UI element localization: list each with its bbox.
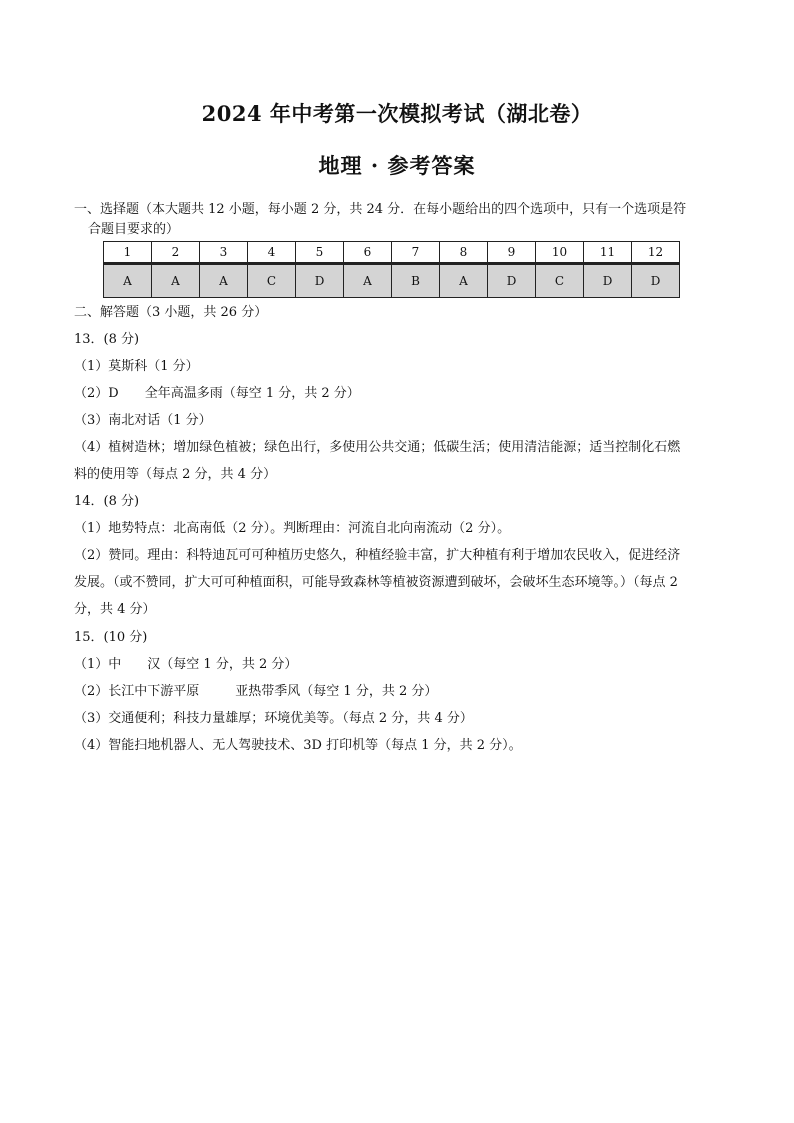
q13-answer-2-climate: 全年高温多雨（每空 1 分，共 2 分）: [144, 386, 360, 401]
q15-answer-2: [74, 683, 437, 700]
answer-cell: A: [152, 264, 200, 298]
q15-answer-4: （4）智能扫地机器人、无人驾驶技术、3D 打印机等（每点 1 分，共 2 分）。: [74, 738, 522, 753]
q15-header: 15．(10 分): [74, 630, 148, 645]
q15-answer-2-plain: （2）长江中下游平原: [74, 684, 200, 699]
question-number: 7: [392, 242, 440, 264]
question-number-row: [104, 242, 680, 264]
q13-answer-3: （3）南北对话（1 分）: [74, 413, 212, 428]
section1-heading: 一、选择题（本大题共 12 小题，每小题 2 分，共 24 分．在每小题给出的四个选项中，只有一个选项是符: [74, 202, 687, 217]
q14-answer-1: （1）地势特点：北高南低（2 分）。判断理由：河流自北向南流动（2 分）。: [74, 521, 511, 536]
q13-answer-2-choice: （2）D: [74, 386, 119, 401]
answer-cell: C: [536, 264, 584, 298]
answer-cell: D: [632, 264, 680, 298]
choice-answer-table: [103, 241, 680, 298]
q13-header: 13．(8 分): [74, 332, 140, 347]
question-number: 12: [632, 242, 680, 264]
answer-cell: D: [584, 264, 632, 298]
answer-cell: C: [248, 264, 296, 298]
q13-answer-4: （4）植树造林；增加绿色植被；绿色出行，多使用公共交通；低碳生活；使用清洁能源；适当控制化石燃: [74, 440, 681, 455]
question-number: 3: [200, 242, 248, 264]
q15-answer-2-climate: 亚热带季风（每空 1 分，共 2 分）: [235, 684, 438, 699]
page-subtitle: 地理 · 参考答案: [318, 153, 476, 178]
q15-answer-1: [74, 656, 297, 673]
question-number: 11: [584, 242, 632, 264]
page-title: 2024 年中考第一次模拟考试（湖北卷）: [201, 101, 593, 126]
answer-cell: D: [488, 264, 536, 298]
q15-answer-3: （3）交通便利；科技力量雄厚；环境优美等。（每点 2 分，共 4 分）: [74, 711, 473, 726]
q13-answer-4-cont: 料的使用等（每点 2 分，共 4 分）: [74, 467, 277, 482]
q15-answer-1-b: 汉（每空 1 分，共 2 分）: [147, 657, 298, 672]
q13-answer-1: （1）莫斯科（1 分）: [74, 359, 199, 374]
answer-cell: A: [344, 264, 392, 298]
answer-cell: A: [440, 264, 488, 298]
question-number: 4: [248, 242, 296, 264]
answer-row: [104, 264, 680, 298]
q14-answer-2-end: 分，共 4 分）: [74, 602, 156, 617]
q14-answer-2: （2）赞同。理由：科特迪瓦可可种植历史悠久，种植经验丰富，扩大种植有利于增加农民收入，促进经济: [74, 548, 681, 563]
answer-cell: A: [200, 264, 248, 298]
section2-heading: 二、解答题（3 小题，共 26 分）: [74, 305, 268, 320]
question-number: 1: [104, 242, 152, 264]
question-number: 6: [344, 242, 392, 264]
question-number: 5: [296, 242, 344, 264]
question-number: 2: [152, 242, 200, 264]
answer-cell: A: [104, 264, 152, 298]
q13-answer-2: [74, 385, 360, 402]
question-number: 10: [536, 242, 584, 264]
answer-cell: D: [296, 264, 344, 298]
q14-answer-2-cont: 发展。（或不赞同，扩大可可种植面积，可能导致森林等植被资源遭到破坏，会破坏生态环境等。）（每点 2: [74, 575, 678, 590]
answer-cell: B: [392, 264, 440, 298]
section1-heading-cont: 合题目要求的）: [88, 222, 180, 237]
q14-header: 14．(8 分): [74, 494, 140, 509]
q15-answer-1-a: （1）中: [74, 657, 122, 672]
question-number: 8: [440, 242, 488, 264]
question-number: 9: [488, 242, 536, 264]
